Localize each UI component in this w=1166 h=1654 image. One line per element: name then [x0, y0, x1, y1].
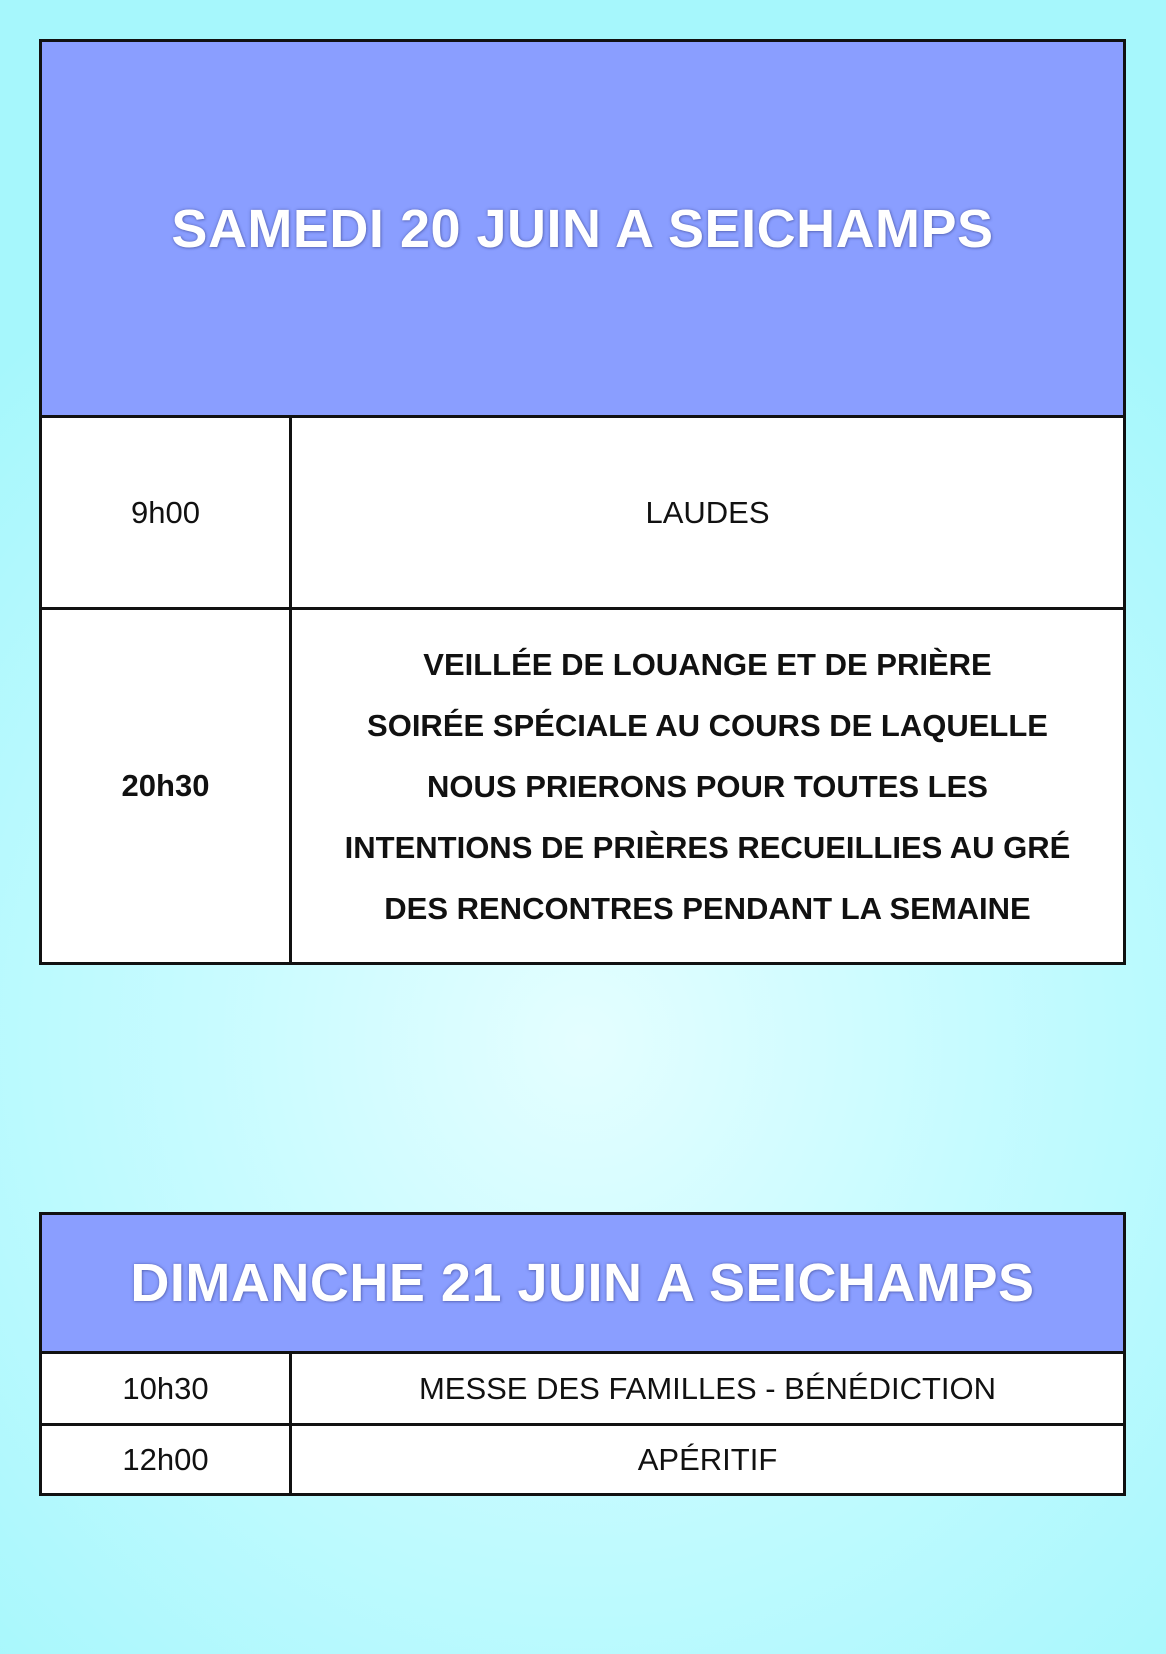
saturday-title: SAMEDI 20 JUIN A SEICHAMPS — [171, 198, 994, 259]
time-cell: 9h00 — [42, 418, 292, 607]
sunday-schedule-table — [39, 1212, 1126, 1496]
schedule-row-veillee — [42, 607, 1123, 962]
schedule-row-laudes — [42, 418, 1123, 607]
time-cell: 20h30 — [42, 610, 292, 962]
schedule-row-messe — [42, 1354, 1123, 1423]
saturday-header — [42, 42, 1123, 418]
time-cell: 10h30 — [42, 1354, 292, 1423]
activity-line: SOIRÉE SPÉCIALE AU COURS DE LAQUELLE — [367, 707, 1048, 743]
time-cell: 12h00 — [42, 1426, 292, 1493]
activity-cell: APÉRITIF — [637, 1441, 778, 1477]
activity-cell: MESSE DES FAMILLES - BÉNÉDICTION — [418, 1370, 997, 1406]
schedule-row-aperitif — [42, 1423, 1123, 1493]
activity-line: DES RENCONTRES PENDANT LA SEMAINE — [384, 890, 1031, 926]
activity-cell: LAUDES — [645, 494, 770, 530]
saturday-schedule-table — [39, 39, 1126, 965]
activity-line: VEILLÉE DE LOUANGE ET DE PRIÈRE — [423, 646, 992, 682]
activity-cell-multiline — [292, 610, 1123, 962]
activity-line: NOUS PRIERONS POUR TOUTES LES — [427, 768, 988, 804]
activity-line: INTENTIONS DE PRIÈRES RECUEILLIES AU GRÉ — [344, 829, 1071, 865]
sunday-header — [42, 1215, 1123, 1354]
sunday-title: DIMANCHE 21 JUIN A SEICHAMPS — [130, 1253, 1035, 1313]
